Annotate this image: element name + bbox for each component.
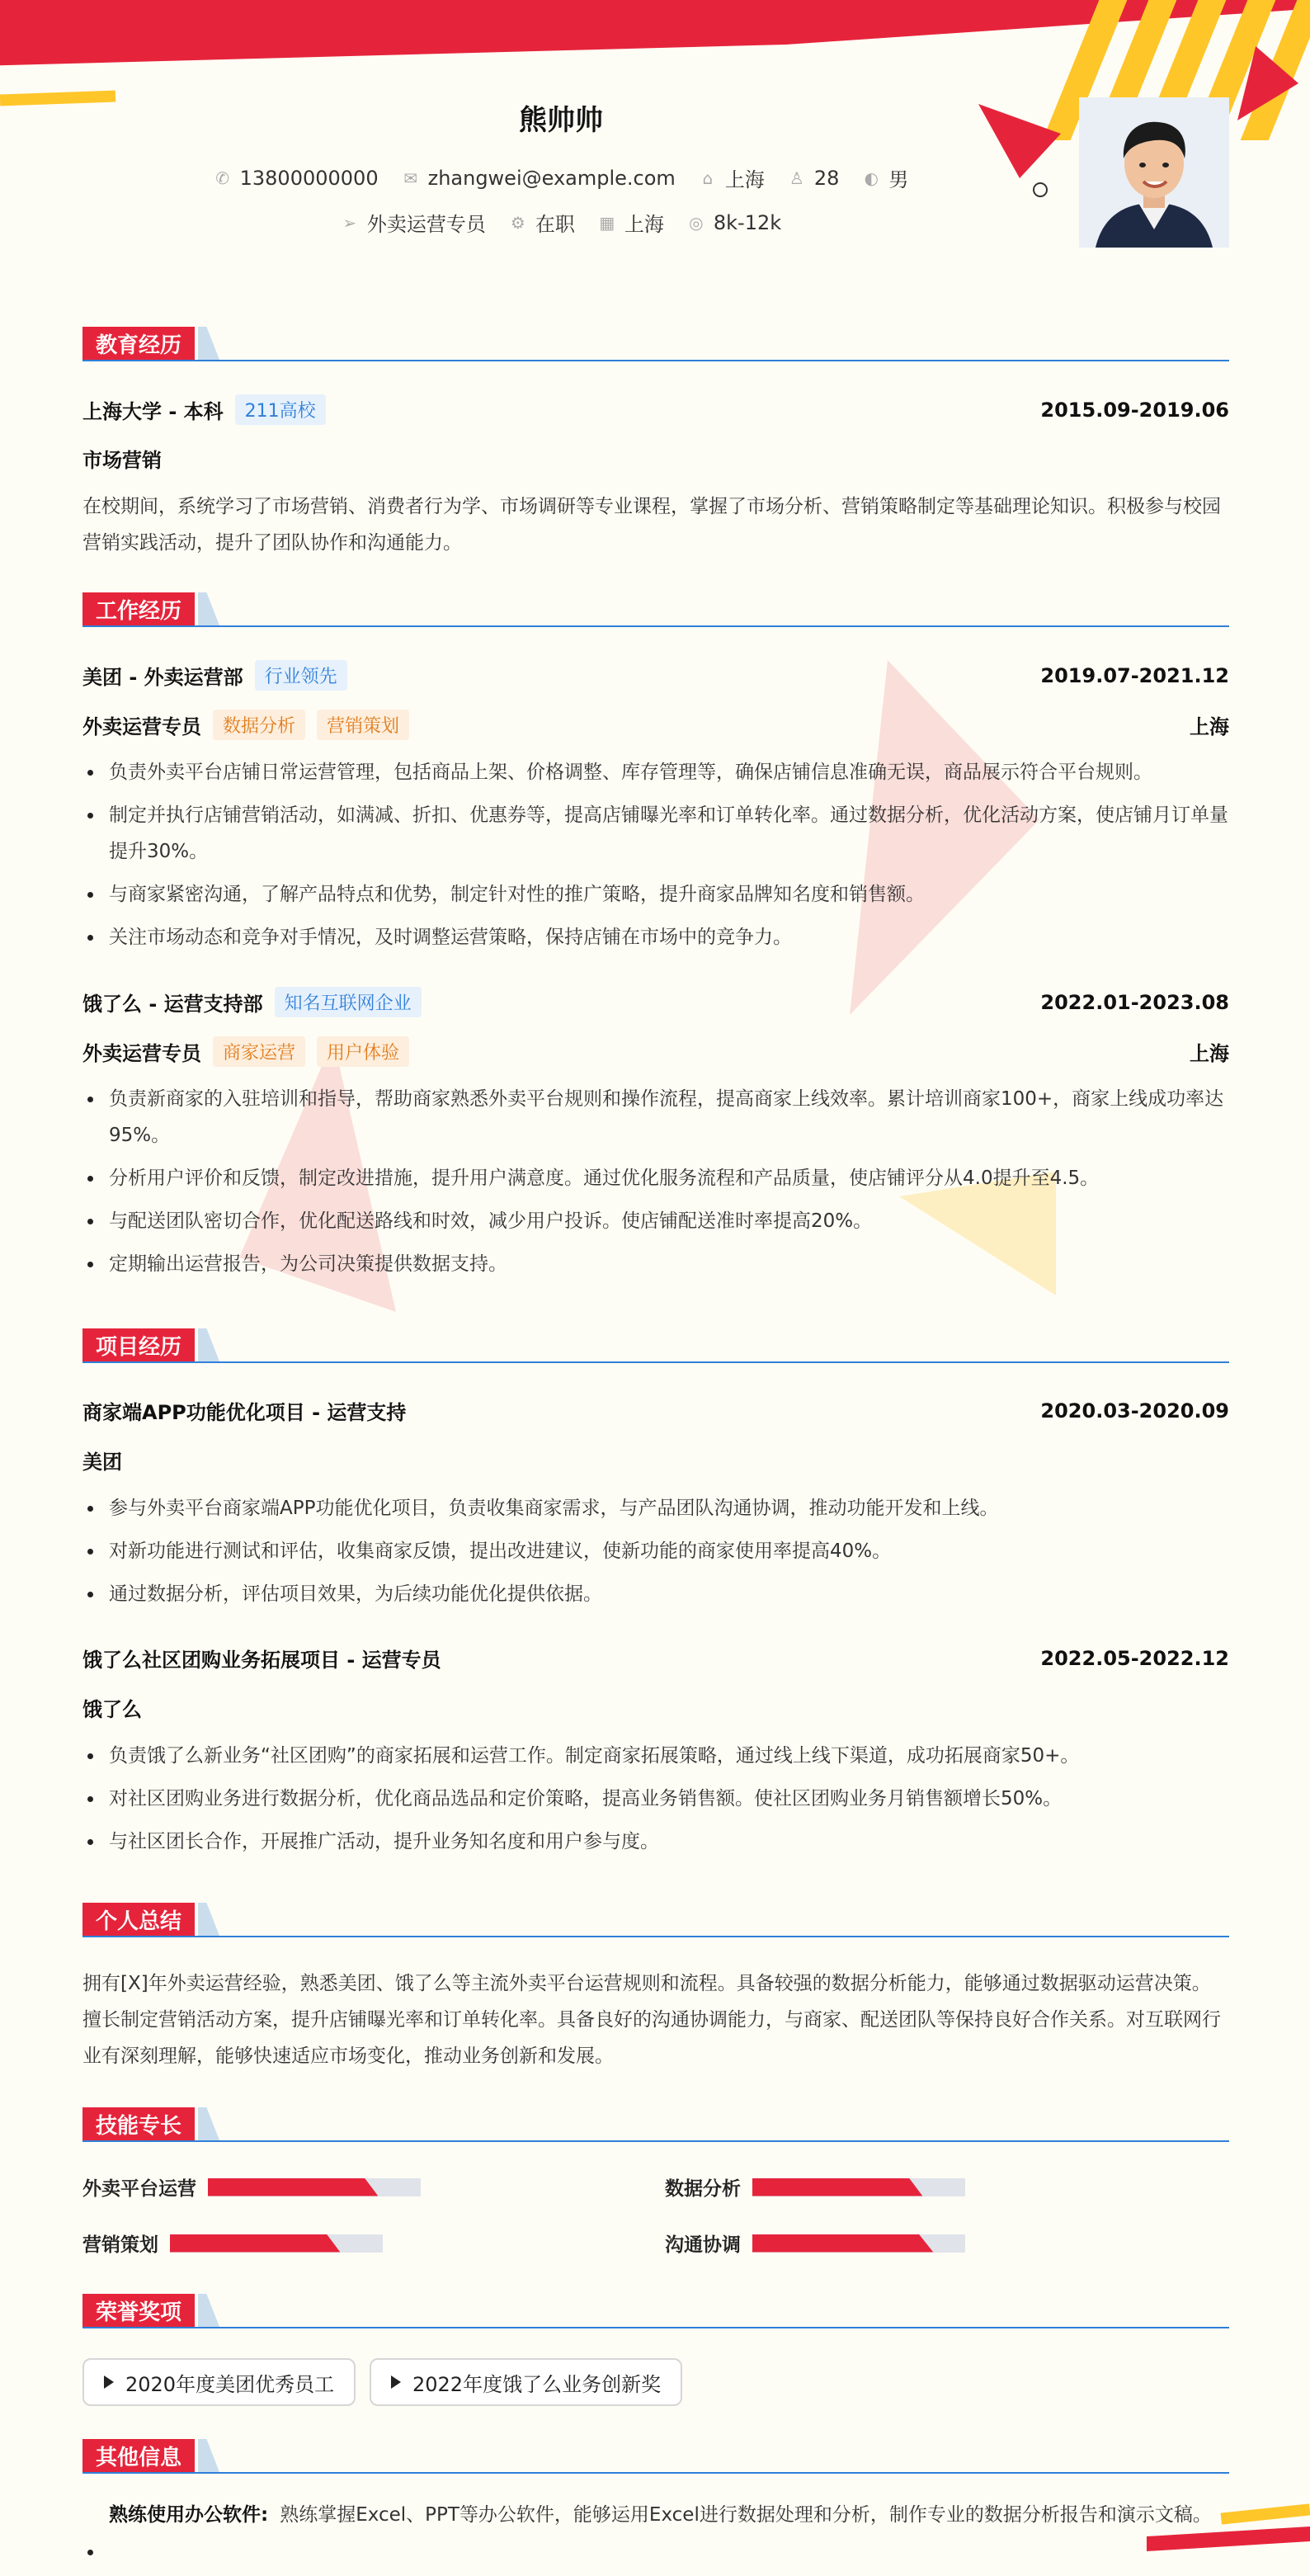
project-1-org-row <box>82 1446 1229 1474</box>
skill-name: 数据分析 <box>665 2178 741 2200</box>
summary-text: 拥有[X]年外卖运营经验，熟悉美团、饿了么等主流外卖平台运营规则和流程。具备较强的数据分析能力，能够通过数据驱动运营决策。擅长制定营销活动方案，提升店铺曝光率和订单转化率。具备良好的沟通协调能力，与商家、配送团队等保持良好合作关系。对互联网行业有深刻理解，能够快速适应市场变化，推动业务创新和发展。 <box>82 1973 1221 2067</box>
section-other-title: 其他信息 <box>82 2439 195 2472</box>
section-summary-title: 个人总结 <box>82 1903 195 1936</box>
salary-value: 8k-12k <box>713 210 782 234</box>
position-value: 外卖运营专员 <box>366 213 486 236</box>
work-1-tag: 数据分析 <box>213 710 305 740</box>
phone-info <box>214 167 379 190</box>
section-tag-accent <box>198 592 219 625</box>
skill-bar <box>208 2178 421 2196</box>
skill-bar-fill <box>752 2178 922 2196</box>
target-city-value: 上海 <box>624 213 664 236</box>
project-2-title: 饿了么社区团购业务拓展项目 - 运营专员 <box>82 1649 441 1672</box>
mail-icon: ✉ <box>403 167 417 188</box>
skill-item <box>82 2229 383 2257</box>
gender-info <box>862 163 908 192</box>
project-2-org: 饿了么 <box>82 1698 142 1721</box>
list-item: 负责饿了么新业务“社区团购”的商家拓展和运营工作。制定商家拓展策略，通过线上线下渠道，成功拓展商家50+。 <box>82 1738 1229 1774</box>
other-info-item <box>82 2497 1229 2533</box>
work-2-location: 上海 <box>1190 1042 1229 1065</box>
project-2-org-row <box>82 1693 1229 1722</box>
section-skills <box>82 2107 1229 2142</box>
section-project-title: 项目经历 <box>82 1328 195 1361</box>
gender-value: 男 <box>888 168 909 191</box>
skill-item <box>665 2229 965 2257</box>
section-work-title: 工作经历 <box>82 592 195 625</box>
skill-name: 外卖平台运营 <box>82 2178 196 2200</box>
list-item: 与配送团队密切合作，优化配送路线和时效，减少用户投诉。使店铺配送准时率提高20%。 <box>82 1203 1229 1239</box>
list-item: 与商家紧密沟通，了解产品特点和优势，制定针对性的推广策略，提升商家品牌知名度和销售额。 <box>82 876 1229 913</box>
work-1-bullets <box>82 754 1229 962</box>
project-2-date: 2022.05-2022.12 <box>1040 1646 1229 1670</box>
project-2-header <box>82 1644 1229 1673</box>
contact-info-row <box>0 163 1122 192</box>
section-awards-title: 荣誉奖项 <box>82 2294 195 2327</box>
target-city-info <box>598 208 664 237</box>
coin-icon: ◎ <box>689 212 704 233</box>
project-1-date: 2020.03-2020.09 <box>1040 1399 1229 1422</box>
building-icon: ▦ <box>599 212 615 233</box>
skill-bar-fill <box>170 2234 340 2253</box>
skill-bar <box>752 2178 965 2196</box>
project-1-org: 美团 <box>82 1451 122 1474</box>
work-2-company: 饿了么 - 运营支持部 <box>82 993 263 1016</box>
section-education-title: 教育经历 <box>82 327 195 360</box>
resume-name: 熊帅帅 <box>519 104 603 137</box>
award-label: 2020年度美团优秀员工 <box>125 2372 335 2396</box>
list-item: 分析用户评价和反馈，制定改进措施，提升用户满意度。通过优化服务流程和产品质量，使店铺评分从4.0提升至4.5。 <box>82 1160 1229 1196</box>
list-item: 负责新商家的入驻培训和指导，帮助商家熟悉外卖平台规则和操作流程，提高商家上线效率。累计培训商家100+，商家上线成功率达95%。 <box>82 1081 1229 1154</box>
email-value: zhangwei@example.com <box>427 166 676 190</box>
project-1-title: 商家端APP功能优化项目 - 运营支持 <box>82 1401 407 1424</box>
award-label: 2022年度饿了么业务创新奖 <box>412 2372 662 2396</box>
work-2-bullets <box>82 1081 1229 1289</box>
city-value: 上海 <box>724 168 765 191</box>
send-icon: ➢ <box>342 212 357 233</box>
status-info <box>509 208 575 237</box>
other-info-label: 熟练使用办公软件: <box>109 2504 269 2526</box>
skill-name: 沟通协调 <box>665 2234 741 2256</box>
position-info <box>341 208 486 237</box>
gender-icon: ◐ <box>864 167 879 188</box>
phone-value: 13800000000 <box>239 166 379 190</box>
project-2-bullets <box>82 1738 1229 1866</box>
work-2-date: 2022.01-2023.08 <box>1040 990 1229 1014</box>
work-1-role: 外卖运营专员 <box>82 715 201 738</box>
award-item <box>370 2358 682 2406</box>
education-header <box>82 394 1229 425</box>
work-1-role-row <box>82 710 1229 740</box>
section-skills-title: 技能专长 <box>82 2107 195 2140</box>
skill-item <box>82 2173 421 2201</box>
list-item: 定期输出运营报告，为公司决策提供数据支持。 <box>82 1246 1229 1282</box>
award-item <box>82 2358 356 2406</box>
gear-icon: ⚙ <box>510 212 525 233</box>
education-major: 市场营销 <box>82 449 162 472</box>
skill-bar-fill <box>752 2234 933 2253</box>
age-info <box>788 167 840 190</box>
project-1-header <box>82 1396 1229 1425</box>
work-1-date: 2019.07-2021.12 <box>1040 663 1229 687</box>
salary-info <box>687 211 781 234</box>
section-work <box>82 592 1229 627</box>
list-item: 关注市场动态和竞争对手情况，及时调整运营策略，保持店铺在市场中的竞争力。 <box>82 919 1229 955</box>
skill-item <box>665 2173 965 2201</box>
section-tag-accent <box>198 327 219 360</box>
school-name: 上海大学 - 本科 <box>82 400 224 423</box>
work-1-company: 美团 - 外卖运营部 <box>82 666 243 689</box>
cake-icon: ♙ <box>789 167 804 188</box>
list-item: 与社区团长合作，开展推广活动，提升业务知名度和用户参与度。 <box>82 1823 1229 1860</box>
education-major-row <box>82 444 1229 473</box>
work-2-tag: 用户体验 <box>317 1036 409 1067</box>
play-icon <box>391 2375 401 2389</box>
list-item: 对社区团购业务进行数据分析，优化商品选品和定价策略，提高业务销售额。使社区团购业务月销售额增长50%。 <box>82 1781 1229 1817</box>
section-tag-accent <box>198 2294 219 2327</box>
section-tag-accent <box>198 2107 219 2140</box>
skill-bar <box>170 2234 383 2253</box>
job-info-row <box>0 208 1122 237</box>
section-tag-accent <box>198 1328 219 1361</box>
work-1-location: 上海 <box>1190 715 1229 738</box>
section-tag-accent <box>198 2439 219 2472</box>
section-tag-accent <box>198 1903 219 1936</box>
education-desc: 在校期间，系统学习了市场营销、消费者行为学、市场调研等专业课程，掌握了市场分析、营销策略制定等基础理论知识。积极参与校园营销实践活动，提升了团队协作和沟通能力。 <box>82 496 1221 554</box>
skill-bar <box>752 2234 965 2253</box>
list-item: 制定并执行店铺营销活动，如满减、折扣、优惠券等，提高店铺曝光率和订单转化率。通过数据分析，优化活动方案，使店铺月订单量提升30%。 <box>82 797 1229 870</box>
work-1-badge: 行业领先 <box>255 660 347 691</box>
profile-photo <box>1079 97 1229 248</box>
city-info <box>699 163 765 192</box>
work-2-badge: 知名互联网企业 <box>275 987 422 1017</box>
skill-bar-fill <box>208 2178 378 2196</box>
project-1-bullets <box>82 1490 1229 1619</box>
home-icon: ⌂ <box>702 167 714 188</box>
footer-yellow-strip <box>1221 2503 1310 2524</box>
list-item: 参与外卖平台商家端APP功能优化项目，负责收集商家需求，与产品团队沟通协调，推动功能开发和上线。 <box>82 1490 1229 1526</box>
skill-name: 营销策划 <box>82 2234 158 2256</box>
work-2-role: 外卖运营专员 <box>82 1042 201 1065</box>
education-date: 2015.09-2019.06 <box>1040 398 1229 422</box>
list-item: 通过数据分析，评估项目效果，为后续功能优化提供依据。 <box>82 1576 1229 1612</box>
section-project <box>82 1328 1229 1363</box>
list-item: 负责外卖平台店铺日常运营管理，包括商品上架、价格调整、库存管理等，确保店铺信息准确无误，商品展示符合平台规则。 <box>82 754 1229 790</box>
list-item: 对新功能进行测试和评估，收集商家反馈，提出改进建议，使新功能的商家使用率提高40%。 <box>82 1533 1229 1569</box>
age-value: 28 <box>813 166 840 190</box>
work-2-header <box>82 987 1229 1017</box>
school-badge: 211高校 <box>235 394 326 425</box>
other-info-text: 熟练掌握Excel、PPT等办公软件，能够运用Excel进行数据处理和分析，制作专业的数据分析报告和演示文稿。 <box>280 2504 1212 2526</box>
play-icon <box>104 2375 114 2389</box>
status-value: 在职 <box>535 213 575 236</box>
phone-icon: ✆ <box>215 167 229 188</box>
email-info <box>402 167 676 190</box>
section-education <box>82 327 1229 361</box>
bullet-dot <box>82 2497 109 2533</box>
section-summary <box>82 1903 1229 1937</box>
work-1-tag: 营销策划 <box>317 710 409 740</box>
work-2-role-row <box>82 1036 1229 1067</box>
section-awards <box>82 2294 1229 2328</box>
work-2-tag: 商家运营 <box>213 1036 305 1067</box>
section-other <box>82 2439 1229 2474</box>
work-1-header <box>82 660 1229 691</box>
